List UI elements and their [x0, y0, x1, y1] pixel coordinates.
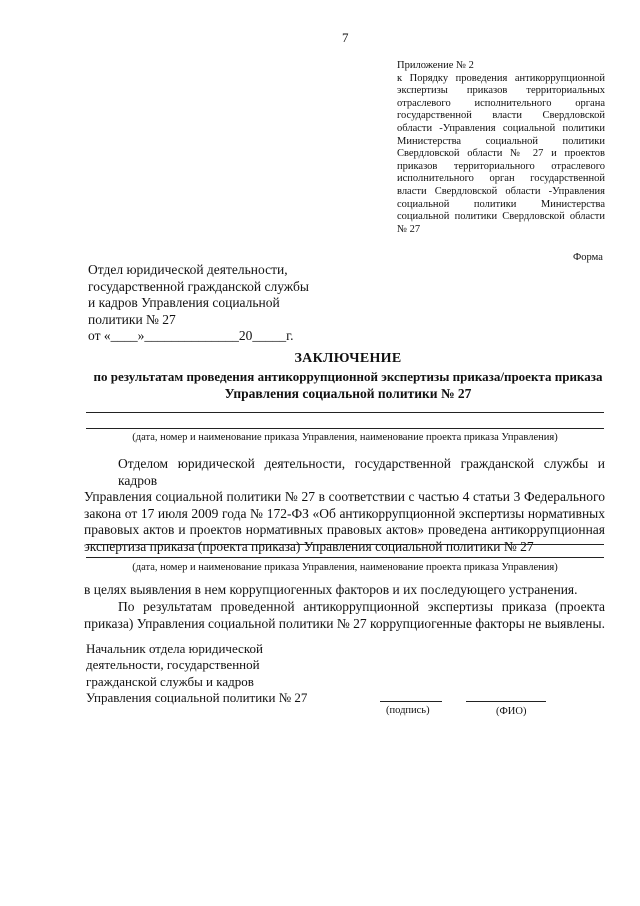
appendix-line: исполнительного орган государственной	[397, 173, 605, 185]
paragraph-line: Отделом юридической деятельности, государственной гражданской службы и кадров	[118, 456, 605, 488]
fill-in-line	[86, 428, 604, 429]
appendix-line: Свердловской области № 27 и проектов	[397, 148, 605, 160]
department-date-line: от «____»______________20_____г.	[88, 328, 294, 343]
appendix-line: области № 27	[397, 211, 606, 235]
department-line: государственной гражданской службы	[88, 278, 309, 294]
appendix-line: социальной политики Свердловской	[397, 211, 565, 223]
fill-in-line	[86, 412, 604, 413]
document-title: ЗАКЛЮЧЕНИЕ	[294, 351, 402, 366]
paragraph-line: правовых актов и проектов нормативных правовых актов» проведена антикоррупционная	[84, 522, 605, 538]
caption-order-details: (дата, номер и наименование приказа Управления, наименование проекта приказа Управления)	[132, 432, 558, 443]
department-line: и кадров Управления социальной	[88, 295, 280, 310]
appendix-line: государственной власти Свердловской	[397, 110, 605, 122]
appendix-title: Приложение № 2	[397, 60, 474, 71]
paragraph-line: По результатам проведенной антикоррупционной экспертизы приказа (проекта	[118, 599, 605, 614]
department-line: политики № 27	[88, 311, 176, 327]
conclusion-paragraph	[84, 599, 605, 632]
fill-in-line	[86, 544, 604, 545]
paragraph-line: экспертиза приказа (проекта приказа) Управления социальной политики № 27	[84, 538, 534, 554]
form-label: Форма	[573, 252, 603, 263]
appendix-line: Министерства социальной политики	[397, 135, 605, 147]
appendix-line: приказов территориального отраслевого	[397, 160, 605, 172]
paragraph-line: приказа) Управления социальной политики № 27 коррупциогенные факторы не выявлены.	[84, 615, 605, 631]
signature-line	[380, 701, 442, 702]
paragraph-line: в целях выявления в нем коррупциогенных факторов и их последующего устранения.	[84, 582, 578, 597]
paragraph-line: закона от 17 июля 2009 года № 172-ФЗ «Об антикоррупционной экспертизы нормативных	[84, 505, 605, 521]
page-number: 7	[342, 30, 349, 45]
document-subtitle: по результатам проведения антикоррупционной экспертизы приказа/проекта приказа	[93, 369, 603, 384]
signatory-line: деятельности, государственной	[86, 657, 260, 673]
signatory-line: гражданской службы и кадров	[86, 673, 254, 689]
appendix-line: отраслевого исполнительного органа	[397, 97, 605, 109]
paragraph-line: Управления социальной политики № 27 в соответствии с частью 4 статьи 3 Федерального	[84, 489, 605, 505]
appendix-body	[397, 73, 605, 237]
department-block	[88, 262, 318, 345]
signatory-line: Начальник отдела юридической	[86, 641, 263, 656]
name-caption: (ФИО)	[496, 706, 527, 717]
signatory-line: Управления социальной политики № 27	[86, 690, 308, 706]
signatory-position	[86, 641, 326, 707]
appendix-line: социальной политики Министерства	[397, 198, 605, 210]
name-line	[466, 701, 546, 702]
department-line: Отдел юридической деятельности,	[88, 262, 288, 277]
main-paragraph	[84, 456, 605, 556]
signature-caption: (подпись)	[386, 705, 430, 716]
purpose-paragraph	[84, 582, 605, 599]
appendix-line: экспертизы приказов территориальных	[397, 85, 605, 97]
caption-order-details: (дата, номер и наименование приказа Управления, наименование проекта приказа Управления)	[132, 562, 558, 573]
fill-in-line	[86, 557, 604, 558]
appendix-block	[397, 60, 605, 236]
document-subtitle-2: Управления социальной политики № 27	[224, 386, 472, 401]
appendix-line: к Порядку проведения антикоррупционной	[397, 72, 605, 84]
appendix-line: области -Управления социальной политики	[397, 122, 605, 134]
appendix-line: власти Свердловской области -Управления	[397, 185, 605, 197]
